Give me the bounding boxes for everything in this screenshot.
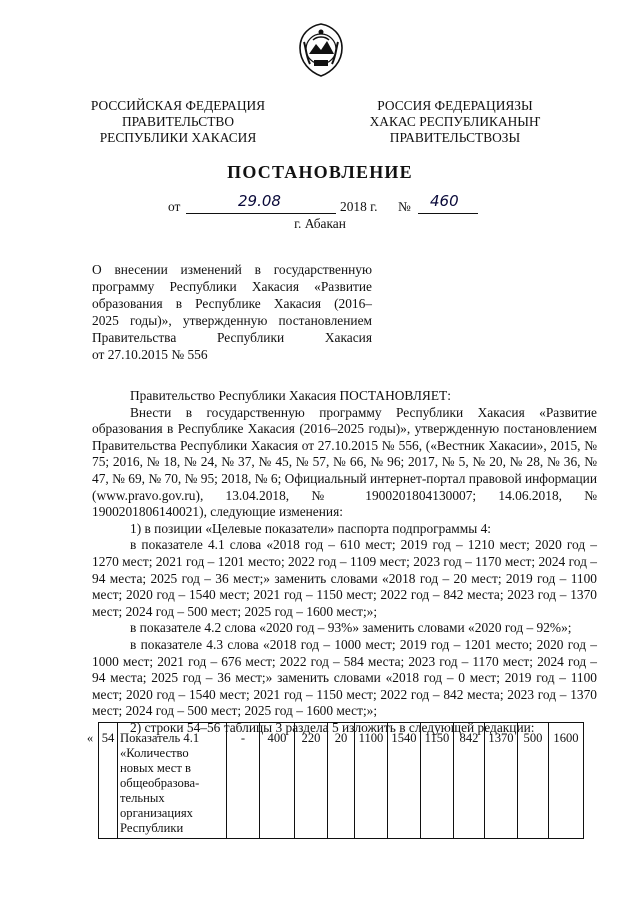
header-right-line: ХАКАС РЕСПУБЛИКАНЫҤ	[369, 114, 541, 129]
table-cell: -	[227, 723, 260, 839]
document-type-title: ПОСТАНОВЛЕНИЕ	[227, 162, 413, 182]
header-right	[355, 98, 555, 146]
body-paragraph: Правительство Республики Хакасия ПОСТАНОВЛЯЕТ:	[130, 388, 451, 403]
table-cell: 842	[454, 723, 485, 839]
subject-line: образования в Республике Хакасия (2016–	[92, 296, 372, 311]
body-paragraph: в показателе 4.2 слова «2020 год – 93%» заменить словами «2020 год – 92%»;	[130, 620, 572, 636]
body-paragraph: в показателе 4.1 слова «2018 год – 610 мест; 2019 год – 1210 мест; 2020 год – 1270 мест; 2021 год – 1201 место; 2022 год – 1109 мест; 2023 год – 1170 мест; 2024 год – 94 места; 2025 год – 36 мест;» заменить словами «2018 год – 20 мест; 2019 год – 1100 мест; 2020 год – 1540 мест; 2021 год – 1150 мест; 2022 год – 842 места; 2023 год – 1370 мест; 2024 год – 500 мест; 2025 год – 1600 мест;»;	[92, 537, 597, 619]
subject-block	[92, 261, 372, 363]
body-text	[92, 388, 597, 736]
date-year: 2018 г.	[340, 199, 378, 214]
row-number-cell: 54	[99, 723, 118, 839]
table-cell: 400	[260, 723, 295, 839]
body-paragraph: Внести в государственную программу Республики Хакасия «Развитие образования в Республике Хакасия (2016–2025 годы)», утвержденную постановлением Правительства Республики Хакасия от 27.10.2015 № 556, («Вестник Хакасии», 2015, № 75; 2016, № 18, № 24, № 37, № 45, № 57, № 66, № 96; 2017, № 5, № 20, № 28, № 36, № 47, № 69, № 70, № 95; 2018, № 6; Официальный интернет-портал правовой информации (www.pravo.gov.ru), 13.04.2018, № 1900201804130007; 14.06.2018, № 1900201806140021), следующие изменения:	[92, 404, 597, 520]
header-left	[78, 98, 278, 146]
table-cell: 1100	[355, 723, 388, 839]
header-left-line: РОССИЙСКАЯ ФЕДЕРАЦИЯ	[90, 98, 266, 113]
body-paragraph: в показателе 4.3 слова «2018 год – 1000 мест; 2019 год – 1201 место; 2020 год – 1000 мест; 2021 год – 676 мест; 2022 год – 584 места; 2023 год – 1170 мест; 2024 год – 94 места; 2025 год – 36 мест;» заменить словами «2018 год – 0 мест; 2019 год – 1100 мест; 2020 год – 1540 мест; 2021 год – 1150 мест; 2022 год – 842 места; 2023 год – 1370 мест; 2024 год – 500 мест; 2025 год – 1600 мест;»;	[92, 636, 597, 719]
handwritten-date: 29.08	[238, 192, 281, 210]
subject-line: 2025 годы)», утвержденную постановлением	[92, 313, 372, 328]
table-cell: 220	[295, 723, 328, 839]
opening-quote: «	[86, 730, 94, 745]
indicator-name-cell: Показатель 4.1 «Количество новых мест в общеобразова-тельных организациях Республики	[118, 723, 227, 839]
indicator-table	[82, 722, 584, 839]
body-paragraph: 2) строки 54–56 таблицы 3 раздела 5 изложить в следующей редакции:	[130, 719, 535, 735]
table-cell: 1540	[388, 723, 421, 839]
table-cell: 500	[518, 723, 549, 839]
header-left-line: РЕСПУБЛИКИ ХАКАСИЯ	[99, 130, 257, 145]
header-left-line: ПРАВИТЕЛЬСТВО	[121, 114, 234, 129]
header-right-line: РОССИЯ ФЕДЕРАЦИЯЗЫ	[377, 98, 533, 113]
number-sign: №	[398, 199, 411, 214]
subject-line: от 27.10.2015 № 556	[92, 347, 208, 362]
city: г. Абакан	[294, 216, 346, 231]
table-cell: 20	[328, 723, 355, 839]
body-paragraph: 1) в позиции «Целевые показатели» паспорта подпрограммы 4:	[130, 520, 491, 536]
table-cell: 1150	[421, 723, 454, 839]
subject-line: Правительства Республики Хакасия	[92, 330, 372, 345]
date-prefix: от	[168, 199, 181, 214]
table-cell: 1370	[485, 723, 518, 839]
handwritten-number: 460	[430, 192, 459, 210]
subject-line: О внесении изменений в государственную	[92, 262, 372, 277]
header-right-line: ПРАВИТЕЛЬСТВОЗЫ	[389, 130, 521, 145]
subject-line: программу Республики Хакасия «Развитие	[92, 279, 372, 294]
table-cell: 1600	[549, 723, 584, 839]
coat-of-arms-emblem	[296, 22, 346, 78]
table-row	[82, 723, 584, 839]
